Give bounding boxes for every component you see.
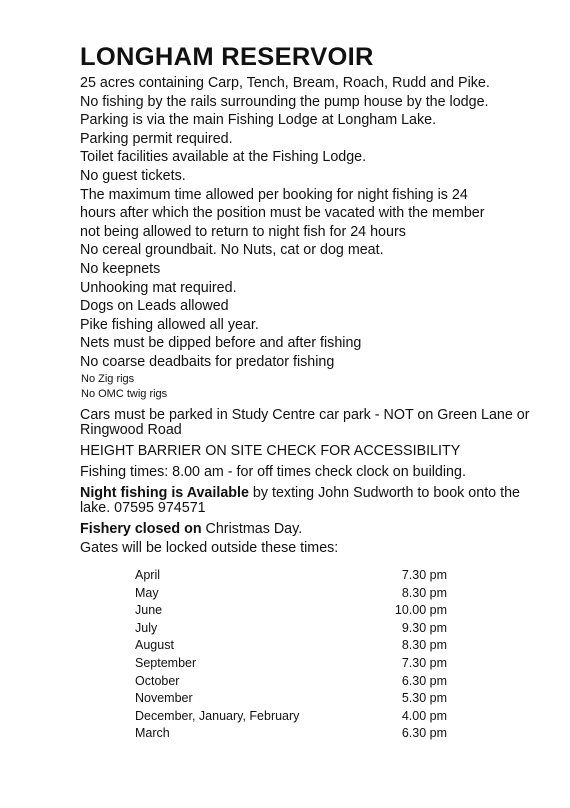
- closure-label: Fishery closed on: [80, 520, 202, 537]
- rule-line: The maximum time allowed per booking for night fishing is 24: [80, 186, 468, 203]
- rule-line: No fishing by the rails surrounding the pump house by the lodge.: [80, 93, 489, 110]
- month-cell: November: [135, 691, 193, 706]
- rule-line: Toilet facilities available at the Fishing Lodge.: [80, 149, 367, 166]
- table-row: [135, 655, 447, 673]
- rule-line: Parking is via the main Fishing Lodge at Longham Lake.: [80, 112, 437, 129]
- time-cell: 8.30 pm: [401, 638, 447, 653]
- table-row: [135, 637, 447, 655]
- rule-line: No keepnets: [80, 260, 161, 277]
- rule-line: No coarse deadbaits for predator fishing: [80, 353, 335, 370]
- table-row: [135, 708, 447, 726]
- height-barrier-note: HEIGHT BARRIER ON SITE CHECK FOR ACCESSIBILITY: [80, 442, 461, 459]
- gates-note: Gates will be locked outside these times:: [80, 539, 339, 556]
- rule-line: Dogs on Leads allowed: [80, 298, 229, 315]
- rules-list: [80, 74, 550, 402]
- small-rule-line: No Zig rigs: [81, 372, 135, 385]
- table-row: [135, 673, 447, 691]
- month-cell: September: [135, 655, 197, 670]
- rule-line: not being allowed to return to night fish for 24 hours: [80, 223, 406, 240]
- month-cell: August: [135, 638, 174, 653]
- table-row: [135, 690, 447, 708]
- table-row: [135, 620, 447, 638]
- month-cell: December, January, February: [135, 708, 300, 723]
- month-cell: April: [135, 568, 161, 582]
- time-cell: 6.30 pm: [401, 726, 447, 741]
- night-fishing-text: by texting John Sudworth to book onto the lake. 07595 974571: [80, 484, 520, 516]
- table-row: [135, 585, 447, 603]
- table-row: [135, 602, 447, 620]
- rule-line: No guest tickets.: [80, 167, 186, 184]
- month-cell: June: [135, 603, 163, 618]
- closure-note: [80, 522, 550, 537]
- page-title: LONGHAM RESERVOIR: [80, 43, 374, 71]
- fishing-times-note: Fishing times: 8.00 am - for off times check clock on building.: [80, 463, 466, 480]
- month-cell: May: [135, 585, 159, 600]
- time-cell: 7.30 pm: [401, 655, 447, 670]
- closure-text: Christmas Day.: [201, 520, 303, 537]
- time-cell: 5.30 pm: [401, 691, 447, 706]
- rule-line: Unhooking mat required.: [80, 279, 237, 296]
- rule-line: Parking permit required.: [80, 130, 233, 147]
- parking-note: Cars must be parked in Study Centre car park - NOT on Green Lane or Ringwood Road: [80, 406, 530, 438]
- notes: [80, 408, 550, 556]
- rule-line: No cereal groundbait. No Nuts, cat or dog meat.: [80, 242, 384, 259]
- table-row: [135, 567, 447, 585]
- month-cell: July: [135, 620, 158, 635]
- time-cell: 7.30 pm: [401, 568, 447, 582]
- night-fishing-note: [80, 486, 550, 516]
- rule-line: hours after which the position must be vacated with the member: [80, 205, 485, 222]
- month-cell: October: [135, 673, 180, 688]
- time-cell: 4.00 pm: [401, 708, 447, 723]
- time-cell: 6.30 pm: [401, 673, 447, 688]
- time-cell: 10.00 pm: [394, 603, 447, 618]
- rule-line: Pike fishing allowed all year.: [80, 316, 259, 333]
- month-cell: March: [135, 726, 170, 741]
- rule-line: Nets must be dipped before and after fishing: [80, 335, 362, 352]
- night-fishing-label: Night fishing is Available: [80, 484, 249, 501]
- time-cell: 9.30 pm: [401, 620, 447, 635]
- table-row: [135, 725, 447, 743]
- rule-line: 25 acres containing Carp, Tench, Bream, Roach, Rudd and Pike.: [80, 75, 490, 91]
- gate-times-table: [135, 567, 447, 743]
- small-rule-line: No OMC twig rigs: [81, 387, 168, 400]
- time-cell: 8.30 pm: [401, 585, 447, 600]
- document: [80, 42, 550, 562]
